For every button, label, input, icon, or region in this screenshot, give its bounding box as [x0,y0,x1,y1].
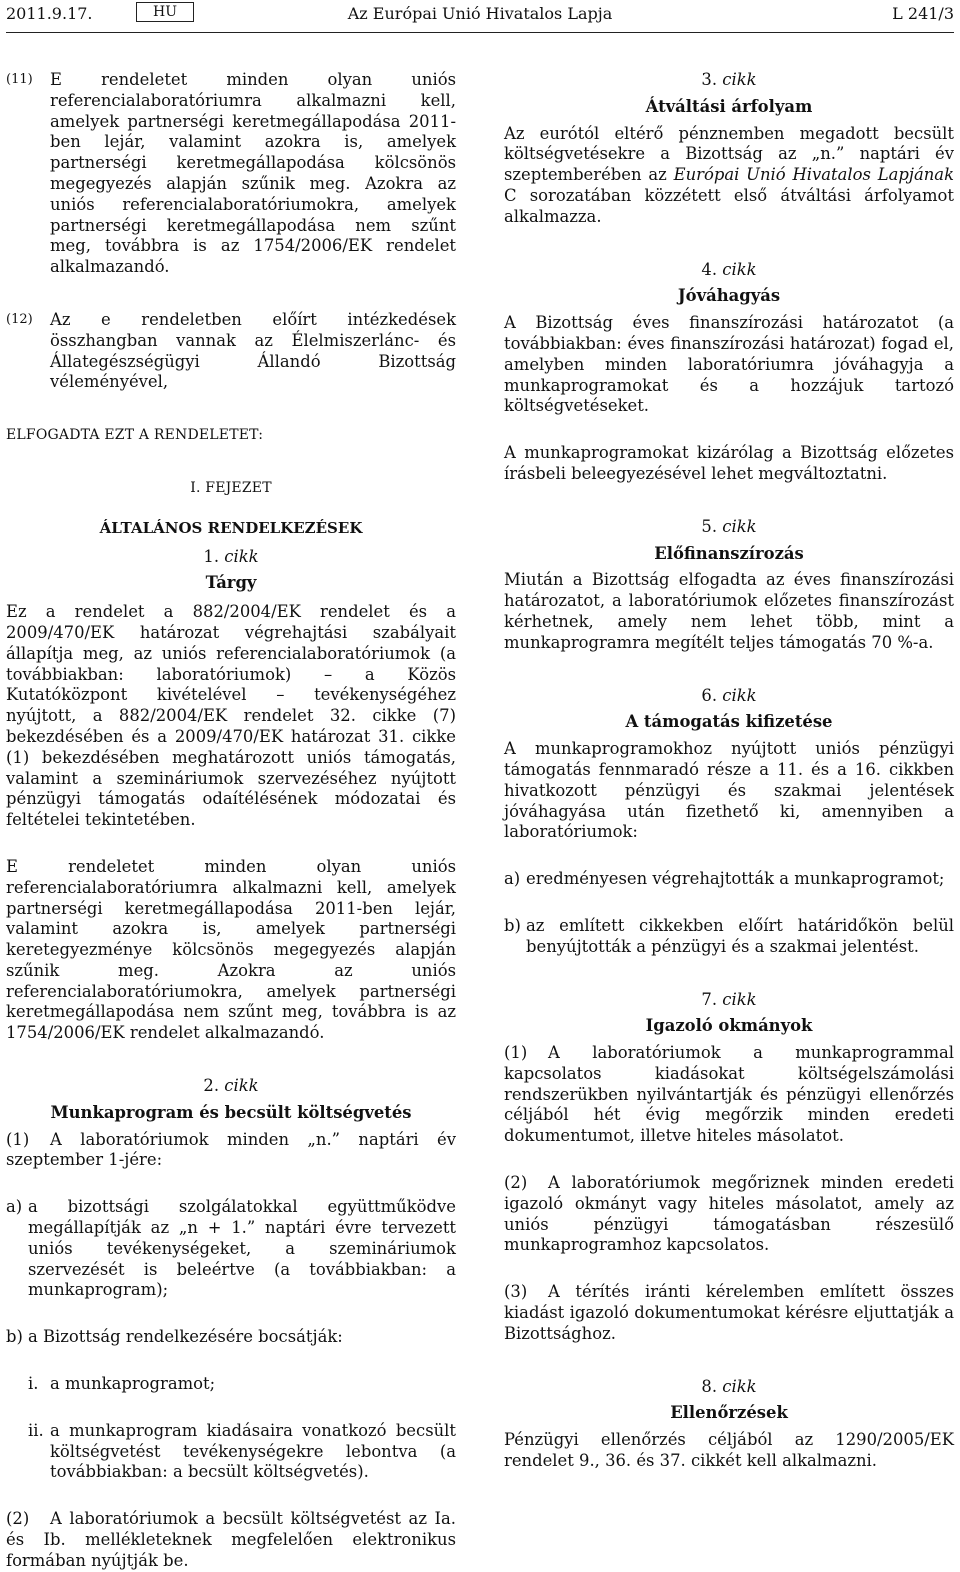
point-label: i. [28,1374,39,1394]
article-6-point-a [504,869,954,890]
article-number: 7. [701,989,718,1009]
article-word: cikk [722,685,757,705]
article-4-paragraph-1: A Bizottság éves finanszírozási határozatot (a továbbiakban: éves finanszírozási határozat) fogad el, amelyben minden laboratóriumra jóváhagyja a munkaprogramokat és a hozzájuk tartozó költségvetéseket. [504,313,954,416]
paragraph-text: A laboratóriumok megőriznek minden eredeti igazoló okmányt vagy hiteles másolatot, amely az uniós pénzügyi támogatásban részesülő munkaprogramhoz kapcsolatos. [504,1173,954,1255]
point-label: b) [504,915,521,935]
point-label: a) [6,1197,23,1217]
recital-11 [6,70,456,278]
text-run: Az eurótól eltérő pénznemben megadott becsült költségvetésekre a Bizottság az „n.” naptári év szeptemberében az [504,123,954,185]
article-3-paragraph [504,124,954,228]
journal-title: Az Európai Unió Hivatalos Lapja [347,4,613,23]
article-2-point-b-ii [6,1421,456,1483]
text-run: C sorozatában közzétett első átváltási árfolyamot alkalmazza. [504,185,954,226]
article-7-paragraph-3 [504,1282,954,1344]
article-2-paragraph-1 [6,1130,456,1172]
article-1-title: Tárgy [205,573,257,593]
paragraph-text: A térítés iránti kérelemben említett összes kiadást igazoló dokumentumokat kérésre eljuttatják a Bizottsághoz. [504,1282,954,1343]
recital-number: (11) [6,72,33,87]
point-text: a munkaprogramot; [50,1374,216,1394]
article-2-point-a [6,1197,456,1301]
point-text: a munkaprogram kiadásaira vonatkozó becsült költségvetést tevékenységekre lebontva (a továbbiakban: a becsült költségvetés). [50,1420,456,1482]
chapter-number: I. FEJEZET [190,479,272,496]
article-4-paragraph-2: A munkaprogramokat kizárólag a Bizottság előzetes írásbeli beleegyezésével lehet megváltoztatni. [504,443,954,483]
page-number: L 241/3 [892,4,954,23]
article-number: 5. [701,516,718,536]
point-text: az említett cikkekben előírt határidőkön belül benyújtották a pénzügyi és a szakmai jelentést. [526,915,954,956]
article-2-point-b-i [6,1374,456,1395]
journal-reference: Európai Unió Hivatalos Lapjának [673,165,954,185]
point-label: a) [504,869,521,889]
point-text: a Bizottság rendelkezésére bocsátják: [28,1327,343,1347]
paragraph-number: (1) [504,1043,528,1063]
paragraph-text: A laboratóriumok minden „n.” naptári év szeptember 1-jére: [6,1129,456,1170]
article-2-paragraph-2 [6,1509,456,1571]
recital-12 [6,310,456,393]
article-7-paragraph-2 [504,1173,954,1256]
article-8-title: Ellenőrzések [670,1403,788,1423]
point-label: ii. [28,1420,44,1440]
point-text: eredményesen végrehajtották a munkaprogramot; [526,869,945,889]
article-word: cikk [224,1076,259,1096]
article-3-title: Átváltási árfolyam [645,96,813,116]
article-6-title: A támogatás kifizetése [625,712,833,732]
article-word: cikk [722,989,757,1009]
paragraph-text: A laboratóriumok a becsült költségvetést az Ia. és Ib. mellékleteknek megfelelően elektronikus formában nyújtják be. [6,1509,456,1570]
article-6-heading [504,686,954,707]
article-6-point-b [504,916,954,958]
point-text: a bizottsági szolgálatokkal együttműködve megállapítják az „n + 1.” naptári évre tervezett uniós tevékenységeket, a szemináriumok szervezését is beleértve (a továbbiakban: a munkaprogram); [28,1197,456,1300]
adoption-formula: ELFOGADTA EZT A RENDELETET: [6,427,264,444]
paragraph-number: (1) [6,1129,30,1149]
chapter-title: ÁLTALÁNOS RENDELKEZÉSEK [99,518,363,537]
article-2-title: Munkaprogram és becsült költségvetés [50,1102,412,1122]
article-number: 6. [701,685,718,705]
article-8-heading [504,1377,954,1398]
article-5-title: Előfinanszírozás [654,543,804,563]
right-column [504,70,954,1472]
article-8-paragraph: Pénzügyi ellenőrzés céljából az 1290/2005/EK rendelet 9., 36. és 37. cikkét kell alkalmazni. [504,1430,954,1471]
article-2-heading [6,1076,456,1097]
article-1-heading [6,547,456,568]
paragraph-number: (2) [504,1173,528,1193]
article-number: 2. [203,1076,220,1096]
article-number: 4. [701,259,718,279]
article-7-title: Igazoló okmányok [645,1016,813,1036]
recital-text: Az e rendeletben előírt intézkedések összhangban vannak az Élelmiszerlánc- és Állategészségügyi Állandó Bizottság véleményével, [50,309,456,392]
paragraph-number: (2) [6,1509,30,1529]
article-4-title: Jóváhagyás [677,286,781,306]
article-word: cikk [722,70,757,89]
language-badge: HU [136,2,194,22]
article-6-paragraph: A munkaprogramokhoz nyújtott uniós pénzügyi támogatás fennmaradó része a 11. és a 16. cikkben hivatkozott pénzügyi és szakmai jelentések jóváhagyása után fizethető ki, amennyiben a laboratóriumok: [504,739,954,842]
paragraph-number: (3) [504,1282,528,1302]
article-4-heading [504,260,954,281]
article-word: cikk [224,546,259,566]
article-number: 1. [203,546,220,566]
point-label: b) [6,1327,23,1347]
article-1-paragraph-1: Ez a rendelet a 882/2004/EK rendelet és a 2009/470/EK határozat végrehajtási szabályait állapítja meg, az uniós referencialaboratóriumok (a továbbiakban: laboratóriumok) – a Közös Kutatóközpont kivételével – tevékenységéhez nyújtott, a 882/2004/EK rendelet 32. cikke (7) bekezdésében és a 2009/470/EK határozat 31. cikke (1) bekezdésében meghatározott uniós támogatás, valamint a szemináriumok szervezéséhez nyújtott pénzügyi támogatás odaítélésének módozatai és feltételei tekintetében. [6,602,456,830]
publication-date: 2011.9.17. [6,4,93,23]
article-number: 3. [701,70,718,89]
article-2-point-b [6,1327,456,1348]
article-5-paragraph: Miután a Bizottság elfogadta az éves finanszírozási határozatot, a laboratóriumok előzetes finanszírozást kérhetnek, amely nem lehet több, mint a munkaprogramra megítélt teljes támogatás 70 %-a. [504,570,954,652]
paragraph-text: A laboratóriumok a munkaprogrammal kapcsolatos kiadásokat költségelszámolási rendszerükben nyilvántartják és pénzügyi ellenőrzés céljából hét évig megőrzik minden eredeti dokumentumot, illetve hiteles másolatot. [504,1043,954,1146]
article-7-paragraph-1 [504,1043,954,1147]
article-1-paragraph-2: E rendeletet minden olyan uniós referencialaboratóriumra alkalmazni kell, amelyek partnerségi keretmegállapodása 2011-ben lejár, valamint azokra is, amelyek partnerségi keretegyezménye kölcsönös megegyezés alapján szűnik meg. Azokra az uniós referencialaboratóriumokra, amelyek partnerségi keretmegállapodása nem szűnt meg, továbbra is az 1754/2006/EK rendelet alkalmazandó. [6,856,456,1043]
left-column [6,70,456,1572]
article-3-heading [504,70,954,91]
recital-number: (12) [6,311,33,327]
page-header [6,0,954,33]
article-word: cikk [722,259,757,279]
article-word: cikk [722,1376,757,1396]
recital-text: E rendeletet minden olyan uniós referencialaboratóriumra alkalmazni kell, amelyek partnerségi keretmegállapodása 2011-ben lejár, valamint azokra is, amelyek partnerségi keretmegállapodása kölcsönös megegyezés alapján szűnik meg. Azokra az uniós referencialaboratóriumokra, amelyek partnerségi keretmegállapodása nem szűnt meg, továbbra is az 1754/2006/EK rendelet alkalmazandó. [50,70,456,277]
article-word: cikk [722,516,757,536]
article-5-heading [504,517,954,538]
article-7-heading [504,990,954,1011]
article-number: 8. [701,1376,718,1396]
